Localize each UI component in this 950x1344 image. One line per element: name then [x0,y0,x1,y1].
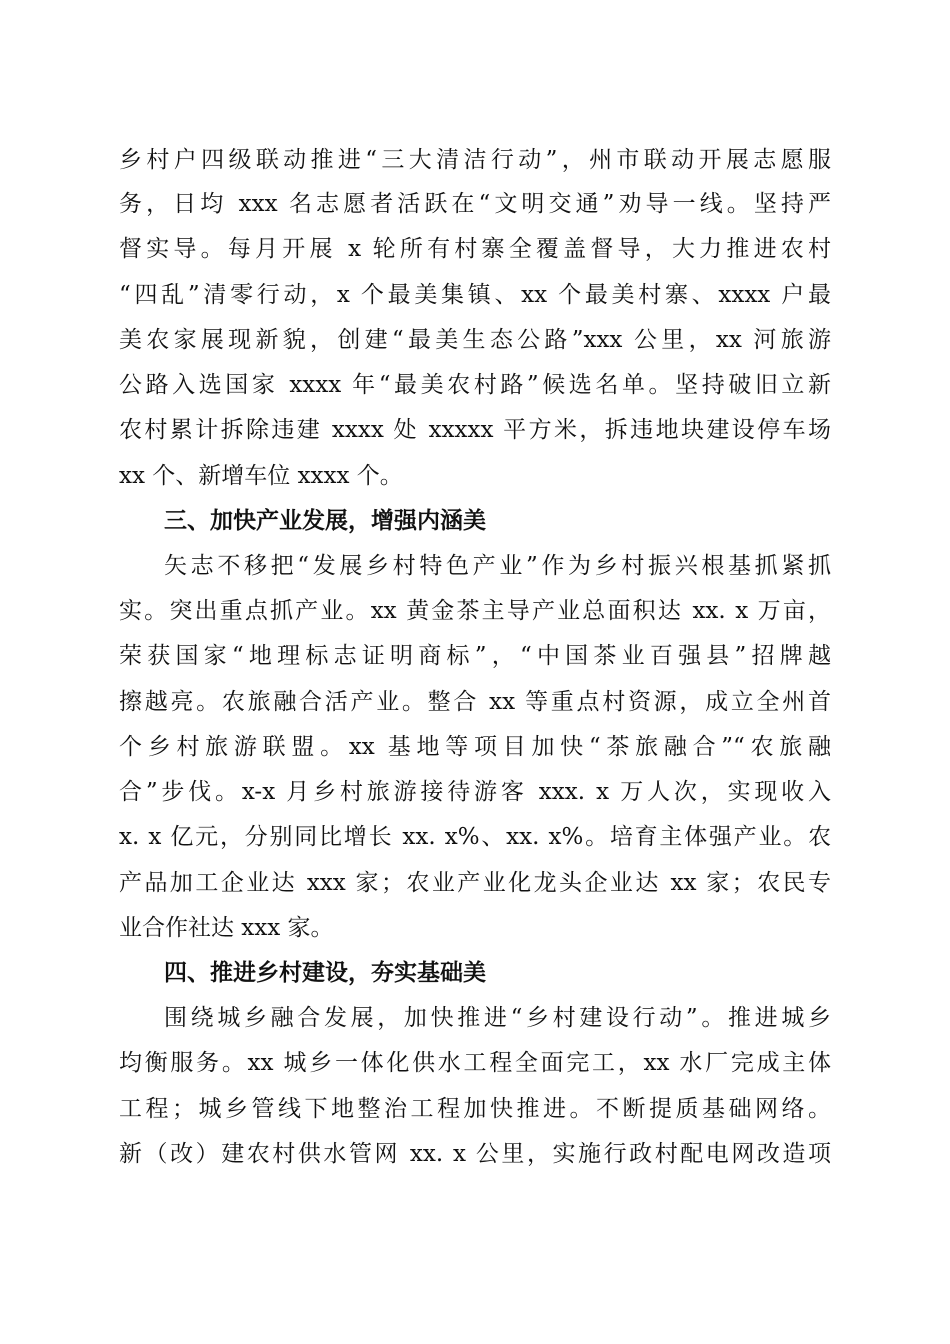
paragraph-line: x. x 亿元，分别同比增长 xx. x%、xx. x%。培育主体强产业。农 [119,824,831,850]
paragraph-line: 均衡服务。xx 城乡一体化供水工程全面完工，xx 水厂完成主体 [119,1050,831,1076]
paragraph-line: xx 个、新增车位 xxxx 个。 [119,463,403,489]
paragraph-line: 合”步伐。x-x 月乡村旅游接待游客 xxx. x 万人次，实现收入 [119,779,831,805]
section-heading: 四、推进乡村建设，夯实基础美 [164,960,486,986]
paragraph-line: “四乱”清零行动，x 个最美集镇、xx 个最美村寨、xxxx 户最 [119,282,831,308]
paragraph-line: 业合作社达 xxx 家。 [119,915,334,941]
paragraph-line: 新（改）建农村供水管网 xx. x 公里，实施行政村配电网改造项 [119,1141,831,1167]
paragraph-line: 产品加工企业达 xxx 家；农业产业化龙头企业达 xx 家；农民专 [119,870,831,896]
section-heading: 三、加快产业发展，增强内涵美 [164,508,486,534]
paragraph-line: 荣获国家“地理标志证明商标”，“中国茶业百强县”招牌越 [119,643,831,669]
paragraph-line: 矢志不移把“发展乡村特色产业”作为乡村振兴根基抓紧抓 [164,553,831,579]
paragraph-line: 公路入选国家 xxxx 年“最美农村路”候选名单。坚持破旧立新 [119,372,831,398]
paragraph-line: 擦越亮。农旅融合活产业。整合 xx 等重点村资源，成立全州首 [119,689,831,715]
paragraph-line: 农村累计拆除违建 xxxx 处 xxxxx 平方米，拆违地块建设停车场 [119,417,831,443]
paragraph-line: 督实导。每月开展 x 轮所有村寨全覆盖督导，大力推进农村 [119,236,831,262]
paragraph-line: 实。突出重点抓产业。xx 黄金茶主导产业总面积达 xx. x 万亩， [119,598,831,624]
paragraph-line: 美农家展现新貌，创建“最美生态公路”xxx 公里，xx 河旅游 [119,327,831,353]
paragraph-line: 工程；城乡管线下地整治工程加快推进。不断提质基础网络。 [119,1096,831,1122]
paragraph-line: 围绕城乡融合发展，加快推进“乡村建设行动”。推进城乡 [164,1005,831,1031]
paragraph-line: 个乡村旅游联盟。xx 基地等项目加快“茶旅融合”“农旅融 [119,734,831,760]
paragraph-line: 务，日均 xxx 名志愿者活跃在“文明交通”劝导一线。坚持严 [119,191,831,217]
paragraph-line: 乡村户四级联动推进“三大清洁行动”，州市联动开展志愿服 [119,147,831,173]
